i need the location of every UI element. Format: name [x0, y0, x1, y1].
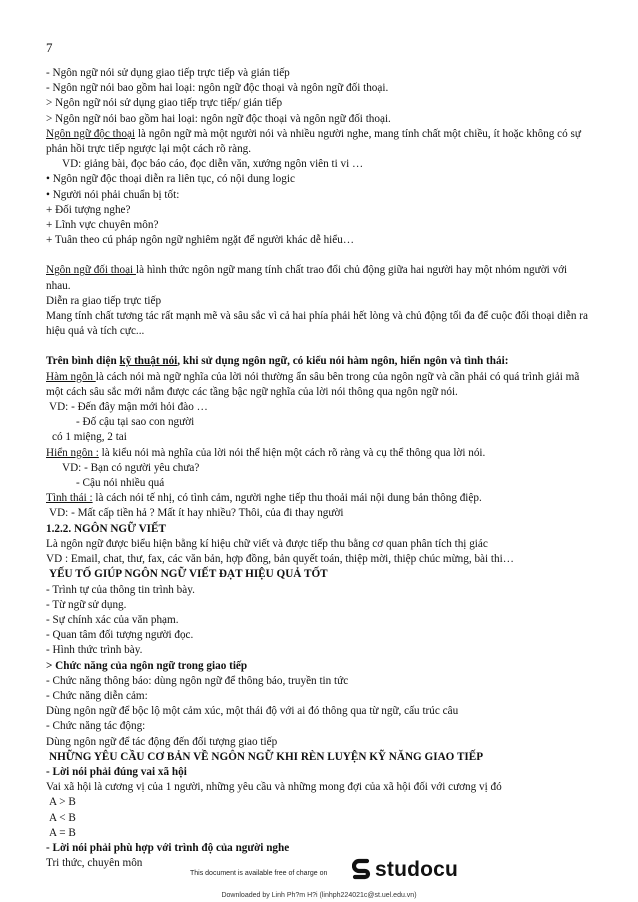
- text-line: Mang tính chất tương tác rất mạnh mẽ và sâu sắc vì cả hai phía phải hết lòng và chủ động tối đa để cuộc đối thoại diễn ra hiệu quả và tích cực...: [46, 310, 588, 338]
- text-line: > Ngôn ngữ nói bao gồm hai loại: ngôn ngữ độc thoại và ngôn ngữ đối thoại.: [46, 112, 391, 125]
- footer: [0, 852, 638, 902]
- definition-text: là hình thức ngôn ngữ mang tính chất trao đổi chủ động giữa hai người hay một nhóm người với nhau.: [46, 264, 568, 292]
- text-line: - Chức năng thông báo: dùng ngôn ngữ để thông báo, truyền tin tức: [46, 674, 349, 687]
- definition-text: là cách nói tế nhị, có tình cảm, người nghe tiếp thu thoải mái nội dung bản thông điệp.: [92, 492, 482, 505]
- text-line: - Từ ngữ sử dụng.: [46, 598, 127, 611]
- text-line: > Ngôn ngữ nói sử dụng giao tiếp trực tiếp/ gián tiếp: [46, 97, 283, 110]
- term-dialogue: Ngôn ngữ đối thoại: [46, 264, 136, 277]
- subheading-level: - Lời nói phải phù hợp với trình độ của người nghe: [46, 841, 290, 854]
- heading-term: kỹ thuật nói: [119, 355, 178, 368]
- text-line: có 1 miệng, 2 tai: [52, 431, 127, 444]
- section-heading-requirements: NHỮNG YÊU CẦU CƠ BẢN VỀ NGÔN NGỮ KHI RÈN LUYỆN KỸ NĂNG GIAO TIẾP: [49, 750, 484, 763]
- text-line: VD: - Đến đây mận mới hỏi đào …: [49, 401, 208, 414]
- text-line: • Ngôn ngữ độc thoại diễn ra liên tục, có nội dung logic: [46, 173, 295, 186]
- text-line: - Trình tự của thông tin trình bày.: [46, 583, 195, 596]
- term-monologue: Ngôn ngữ độc thoại: [46, 127, 136, 140]
- text-line: - Ngôn ngữ nói bao gồm hai loại: ngôn ngữ độc thoại và ngôn ngữ đối thoại.: [46, 82, 389, 95]
- heading-part: Trên bình diện: [46, 355, 120, 368]
- brand-name: studocu: [375, 858, 459, 881]
- text-line: A = B: [49, 826, 76, 839]
- heading-part: , khi sử dụng ngôn ngữ, có kiểu nói hàm ngôn, hiển ngôn và tình thái:: [177, 355, 509, 368]
- modal-definition: [46, 491, 594, 506]
- text-line: • Người nói phải chuẩn bị tốt:: [46, 188, 180, 201]
- section-heading-technique: [46, 354, 594, 369]
- monologue-definition: [46, 127, 594, 157]
- section-heading-factors: YẾU TỐ GIÚP NGÔN NGỮ VIẾT ĐẠT HIỆU QUẢ TỐT: [49, 568, 328, 581]
- text-line: - Quan tâm đối tượng người đọc.: [46, 629, 194, 642]
- dialogue-definition: [46, 263, 594, 293]
- spacer: [46, 248, 594, 263]
- term-explicit: Hiển ngôn :: [46, 446, 99, 459]
- text-line: A > B: [49, 796, 76, 809]
- text-line: VD: - Bạn có người yêu chưa?: [62, 461, 200, 474]
- text-line: VD : Email, chat, thư, fax, các văn bản, hợp đồng, bản quyết toán, thiệp mời, thiệp chúc mừng, bài thi…: [46, 553, 514, 566]
- text-line: Vai xã hội là cương vị của 1 người, những yêu cầu và những mong đợi của xã hội đối với cương vị đó: [46, 781, 502, 794]
- implicit-definition: [46, 370, 594, 400]
- subheading-role: - Lời nói phải đúng vai xã hội: [46, 765, 187, 778]
- section-heading-functions: > Chức năng của ngôn ngữ trong giao tiếp: [46, 659, 248, 672]
- definition-text: là ngôn ngữ mà một người nói và nhiều người nghe, mang tính chất một chiều, ít hoặc không có sự phản hồi trực tiếp ngược lại một cách rõ ràng.: [46, 127, 581, 156]
- studocu-logo[interactable]: [352, 858, 458, 882]
- studocu-logo-icon: [352, 858, 372, 882]
- text-line: - Cậu nói nhiều quá: [76, 477, 165, 490]
- text-line: VD: giảng bài, đọc báo cáo, đọc diễn văn, xướng ngôn viên ti vi …: [62, 158, 364, 171]
- text-line: A < B: [49, 811, 76, 824]
- definition-text: là kiểu nói mà nghĩa của lời nói thể hiện một cách rõ ràng và cụ thể thông qua lời nói.: [98, 446, 486, 459]
- spacer: [46, 339, 594, 354]
- document-body: [46, 66, 594, 871]
- term-implicit: Hàm ngôn: [46, 370, 96, 383]
- text-line: Là ngôn ngữ được biểu hiện bằng kí hiệu chữ viết và được tiếp thu bằng cơ quan phân tích thị giác: [46, 537, 488, 550]
- definition-text: là cách nói mà ngữ nghĩa của lời nói thường ẩn sâu bên trong của ngôn ngữ và cần phải có quá trình giải mã một cách sâu sắc mới nắm được các tầng bậc ngữ nghĩa của lời nói thông qua ngôn ngữ nói.: [46, 370, 580, 398]
- text-line: - Chức năng tác động:: [46, 720, 146, 733]
- page-number: 7: [46, 40, 53, 55]
- text-line: - Sự chính xác của văn phạm.: [46, 613, 179, 626]
- text-line: + Lĩnh vực chuyên môn?: [46, 219, 159, 232]
- download-note: Downloaded by Linh Ph?m H?i (linhph224021c@st.uel.edu.vn): [221, 892, 417, 899]
- text-line: Dùng ngôn ngữ để bộc lộ một cảm xúc, một thái độ với ai đó thông qua từ ngữ, cấu trúc câu: [46, 705, 459, 718]
- text-line: - Hình thức trình bày.: [46, 644, 143, 657]
- availability-note: This document is available free of charge on: [190, 870, 328, 877]
- term-modal: Tình thái :: [46, 492, 93, 505]
- text-line: + Đối tượng nghe?: [46, 203, 131, 216]
- text-line: - Chức năng diễn cảm:: [46, 689, 148, 702]
- text-line: VD: - Mất cấp tiền hả ? Mất ít hay nhiều? Thôi, của đi thay người: [49, 507, 344, 520]
- text-line: - Ngôn ngữ nói sử dụng giao tiếp trực tiếp và gián tiếp: [46, 67, 290, 79]
- text-line: - Đố cậu tại sao con người: [76, 416, 195, 429]
- explicit-definition: [46, 446, 594, 461]
- section-heading-written: 1.2.2. NGÔN NGỮ VIẾT: [46, 522, 166, 535]
- text-line: + Tuân theo cú pháp ngôn ngữ nghiêm ngặt để người khác dễ hiểu…: [46, 234, 355, 247]
- text-line: Dùng ngôn ngữ để tác động đến đối tượng giao tiếp: [46, 735, 278, 748]
- text-line: Diễn ra giao tiếp trực tiếp: [46, 294, 162, 307]
- text-line: Tri thức, chuyên môn: [46, 857, 143, 870]
